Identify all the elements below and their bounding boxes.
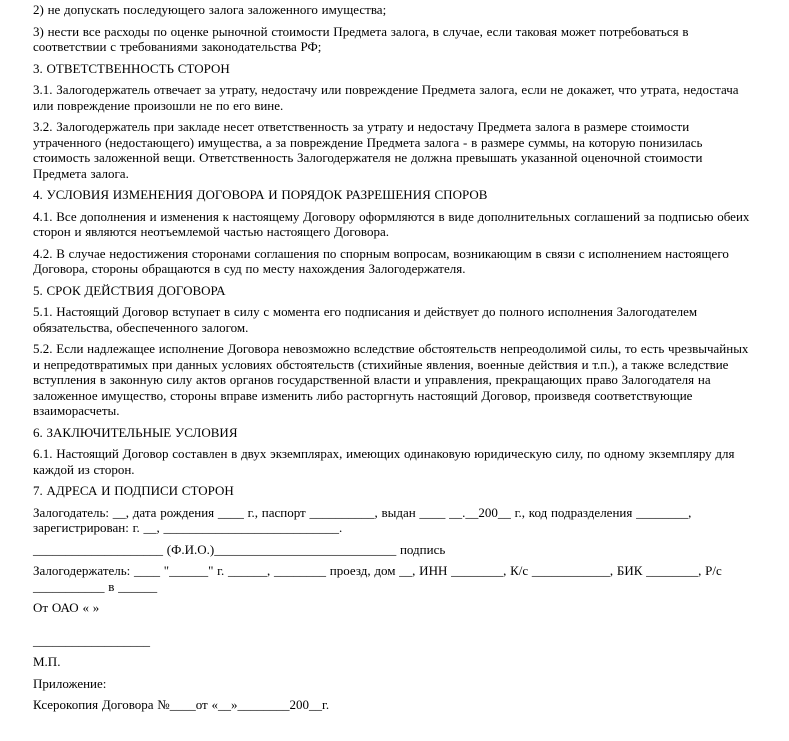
attachment-label: Приложение: [33, 675, 107, 691]
from-oao-line: От ОАО « » [33, 600, 100, 615]
clause-5-1: 5.1. Настоящий Договор вступает в силу с момента его подписания и действует до полного исполнения Залогодателем обязательства, обеспеченного залогом. [33, 304, 698, 335]
heading-addresses-signatures: 7. АДРЕСА И ПОДПИСИ СТОРОН [33, 483, 234, 498]
pledgor-details-line: Залогодатель: __, дата рождения ____ г., паспорт __________, выдан ____ __.__200__ г., код подразделения ________, зарегистрирован: г. __, ___________________________. [33, 504, 692, 535]
signature-fio-line: ____________________ (Ф.И.О.)____________________________ подпись [33, 541, 446, 557]
clause-no-subsequent-pledge: 2) не допускать последующего залога заложенного имущества; [33, 2, 387, 17]
stamp-place-line: М.П. [33, 654, 61, 669]
heading-responsibility: 3. ОТВЕТСТВЕННОСТЬ СТОРОН [33, 60, 230, 76]
signature-blank-line: __________________ [33, 632, 150, 648]
clause-4-1: 4.1. Все дополнения и изменения к настоящему Договору оформляются в виде дополнительных соглашений за подписью обеих сторон и являются неотъемлемой частью настоящего Договора. [33, 208, 750, 239]
pledgee-details-line: Залогодержатель: ____ "______" г. ______, ________ проезд, дом __, ИНН ________, К/с ____________, БИК ________, Р/с ___________ в ______ [33, 563, 722, 594]
clause-4-2: 4.2. В случае недостижения сторонами соглашения по спорным вопросам, возникающим в связи с исполнением настоящего Договора, стороны обращаются в суд по месту нахождения Залогодержателя. [33, 245, 729, 276]
clause-5-2: 5.2. Если надлежащее исполнение Договора невозможно вследствие обстоятельств непреодолимой силы, то есть чрезвычайных и непредотвратимых при данных условиях обстоятельств (стихийные явления, военные действия и т.п.), а также вследствие вступления в законную силу актов органов государственной власти и управления, прекращающих право Залогодателя на заложенное имущество, стороны вправе изменить либо расторгнуть настоящий Договор, произведя соответствующие взаиморасчеты. [33, 341, 749, 418]
clause-6-1: 6.1. Настоящий Договор составлен в двух экземплярах, имеющих одинаковую юридическую силу, по одному экземпляру для каждой из сторон. [33, 446, 735, 477]
heading-final-provisions: 6. ЗАКЛЮЧИТЕЛЬНЫЕ УСЛОВИЯ [33, 424, 238, 440]
clause-3-1: 3.1. Залогодержатель отвечает за утрату, недостачу или повреждение Предмета залога, если не докажет, что утрата, недостача или повреждение произошли не по его вине. [33, 82, 739, 113]
heading-contract-term: 5. СРОК ДЕЙСТВИЯ ДОГОВОРА [33, 282, 226, 298]
clause-3-2: 3.2. Залогодержатель при закладе несет ответственность за утрату и недостачу Предмета залога в размере стоимости утраченного (недостающего) имущества, а за повреждение Предмета залога - в размере суммы, на которую понизилась стоимость заложенной вещи. Ответственность Залогодержателя не должна превышать указанной оценочной стоимости Предмета залога. [33, 119, 703, 181]
heading-amendments-disputes: 4. УСЛОВИЯ ИЗМЕНЕНИЯ ДОГОВОРА И ПОРЯДОК РАЗРЕШЕНИЯ СПОРОВ [33, 187, 488, 202]
attachment-item: Ксерокопия Договора №____от «__»________200__г. [33, 697, 330, 712]
clause-valuation-expenses: 3) нести все расходы по оценке рыночной стоимости Предмета залога, в случае, если таковая может потребоваться в соответствии с требованиями законодательства РФ; [33, 23, 689, 54]
